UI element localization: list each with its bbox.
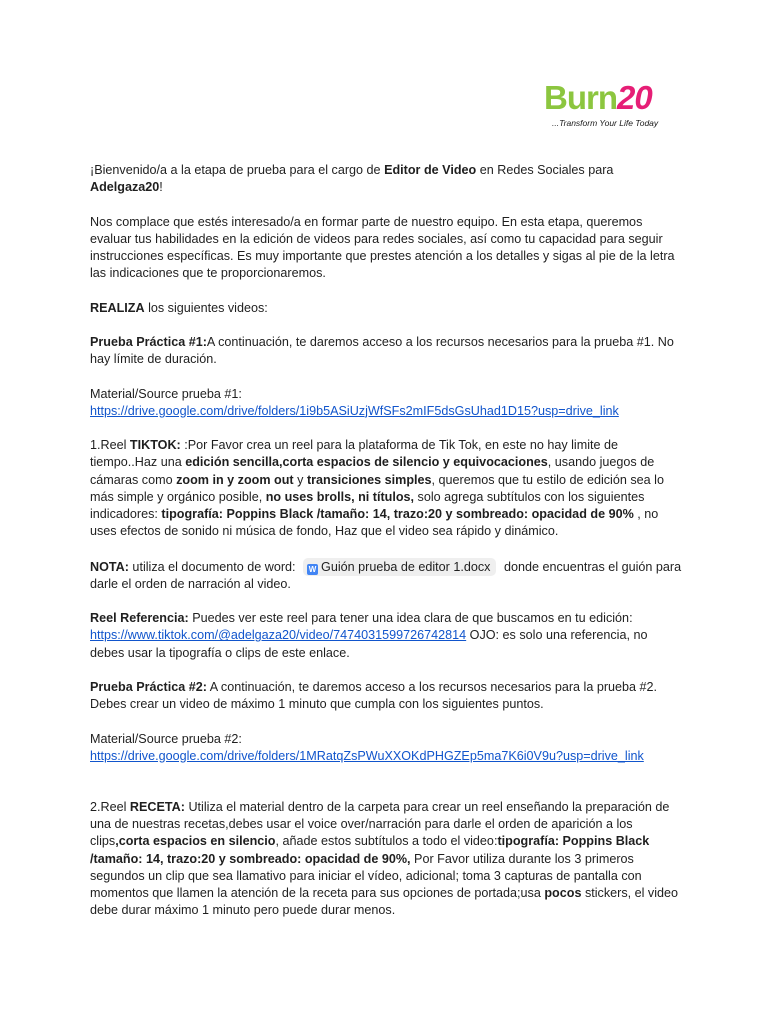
material2-paragraph: Material/Source prueba #2: https://drive.google.com/drive/folders/1MRatqZsPWuXXOKdPHGZEp5ma7K6i0V9u?usp=drive_link (90, 731, 644, 763)
word-doc-chip[interactable]: W Guión prueba de editor 1.docx (303, 558, 496, 576)
tiktok-reference-link[interactable]: https://www.tiktok.com/@adelgaza20/video/7474031599726742814 (90, 628, 467, 643)
referencia-paragraph: Reel Referencia: Puedes ver este reel para tener una idea clara de que buscamos en tu edición: https://www.tiktok.com/@adelgaza20/video/7474031599726742814 OJO: es solo una referencia, no debes usar la tipografía o clips de este enlace. (90, 611, 648, 660)
prueba2-paragraph: Prueba Práctica #2: A continuación, te daremos acceso a los recursos necesarios para la prueba #2. Debes crear un video de máximo 1 minuto que cumpla con los siguientes puntos. (90, 679, 658, 712)
prueba1-paragraph: Prueba Práctica #1:A continuación, te daremos acceso a los recursos necesarios para la prueba #1. No hay límite de duración. (90, 334, 674, 367)
welcome-paragraph: Nos complace que estés interesado/a en formar parte de nuestro equipo. En esta etapa, queremos evaluar tus habilidades en la edición de videos para redes sociales, así como tu capacidad para seguir instrucciones específicas. Es muy importante que prestes atención a los detalles y sigas al pie de la letra las indicaciones que te proporcionaremos. (90, 214, 675, 281)
word-doc-icon: W (308, 564, 317, 574)
intro-paragraph: ¡Bienvenido/a a la etapa de prueba para el cargo de Editor de Video en Redes Sociales para Adelgaza20! (90, 163, 614, 195)
burn20-logo (544, 80, 674, 132)
receta-paragraph: 2.Reel RECETA: Utiliza el material dentro de la carpeta para crear un reel enseñando la preparación de una de nuestras recetas,debes usar el voice over/narración para darle el orden de aparición a los clips,corta espacios en silencio, añade estos subtítulos a todo el video:tipografía: Poppins Black /tamaño: 14, trazo:20 y sombreado: opacidad de 90%, Por Favor utiliza durante los 3 primeros segundos un clip que sea llamativo para iniciar el vídeo, adicional; toma 3 capturas de pantalla con momentos que llamen la atención de la receta para sus opciones de portada;usa pocos stickers, el video debe durar máximo 1 minuto pero puede durar menos. (90, 799, 679, 918)
logo-wordmark: Burn20 (544, 79, 652, 116)
drive-link-prueba1[interactable]: https://drive.google.com/drive/folders/1i9b5ASiUzjWfSFs2mIF5dsGsUhad1D15?usp=drive_link (90, 403, 619, 418)
material1-paragraph: Material/Source prueba #1: https://drive.google.com/drive/folders/1i9b5ASiUzjWfSFs2mIF5dsGsUhad1D15?usp=drive_link (90, 386, 619, 418)
nota-paragraph: NOTA: utiliza el documento de word: W Guión prueba de editor 1.docx donde encuentras el guión para darle el orden de narración al video. (90, 559, 682, 591)
realiza-heading: REALIZA los siguientes videos: (90, 300, 268, 315)
document-body (90, 162, 690, 919)
logo-tagline: ...Transform Your Life Today (552, 118, 659, 128)
drive-link-prueba2[interactable]: https://drive.google.com/drive/folders/1MRatqZsPWuXXOKdPHGZEp5ma7K6i0V9u?usp=drive_link (90, 748, 644, 763)
tiktok-paragraph: 1.Reel TIKTOK: :Por Favor crea un reel para la plataforma de Tik Tok, en este no hay limite de tiempo..Haz una edición sencilla,corta espacios de silencio y equivocaciones, usando juegos de cámaras como zoom in y zoom out y transiciones simples, queremos que tu estilo de edición sea lo más simple y orgánico posible, no uses brolls, ni títulos, solo agrega subtítulos con los siguientes indicadores: tipografía: Poppins Black /tamaño: 14, trazo:20 y sombreado: opacidad de 90% , no uses efectos de sonido ni música de fondo, Haz que el video sea rápido y dinámico. (90, 438, 664, 539)
